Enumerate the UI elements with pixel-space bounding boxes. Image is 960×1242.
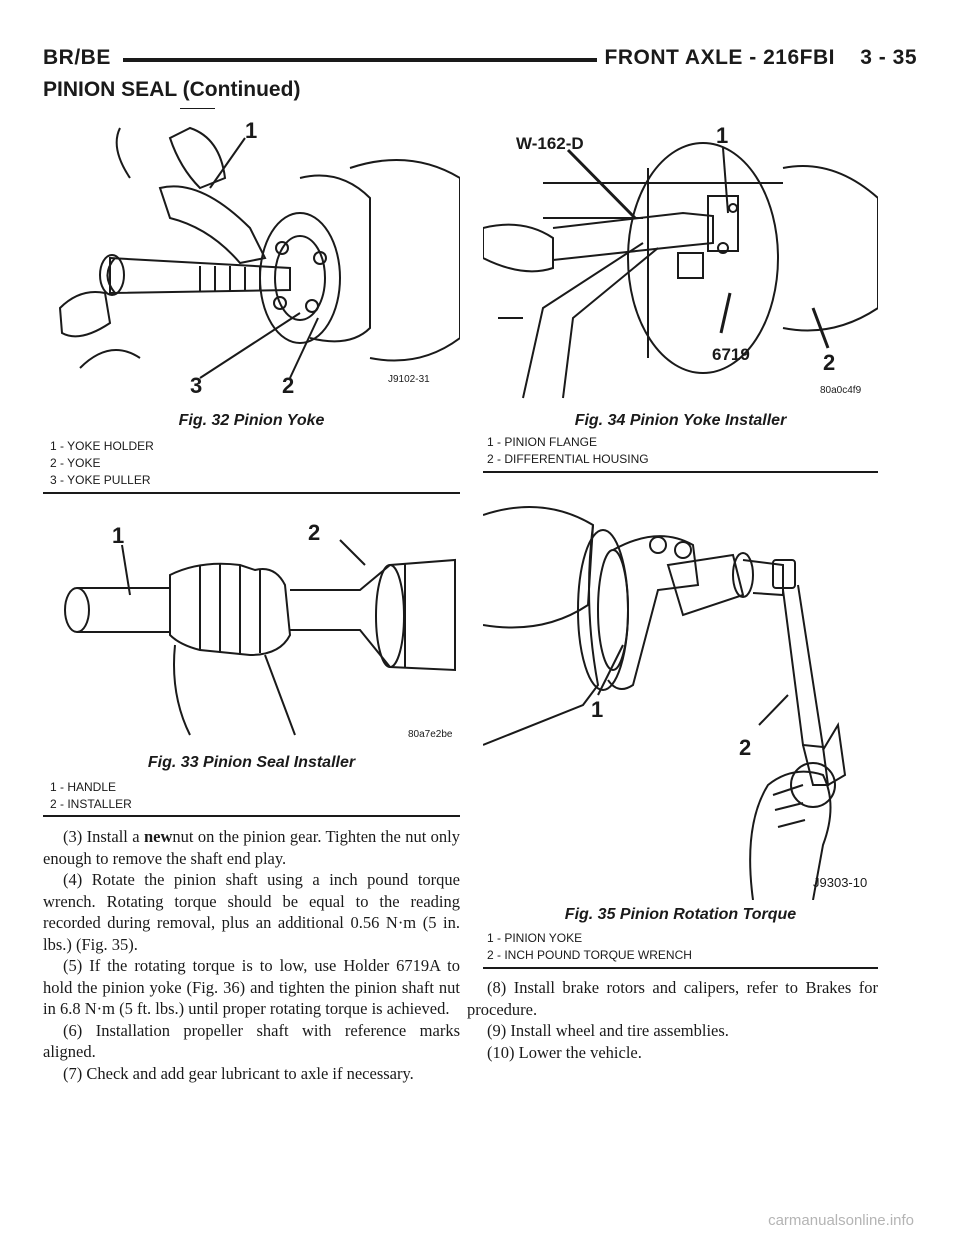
step-7: (7) Check and add gear lubricant to axle if necessary. [63, 1063, 414, 1083]
step-3: (3) Install a newnut on the pinion gear. Tighten the nut only enough to remove the shaft end play. [43, 827, 460, 868]
fig32-callout-1: 1 [245, 118, 258, 143]
fig32-rule [43, 492, 460, 494]
fig34-callout-1: 1 [716, 123, 729, 148]
fig34-tool-6719: 6719 [712, 345, 750, 364]
steps-left-column [43, 826, 460, 1084]
fig34-legend-item: 1 - PINION FLANGE [487, 435, 598, 449]
fig35-caption: Fig. 35 Pinion Rotation Torque [564, 906, 797, 923]
fig35-legend-item: 2 - INCH POUND TORQUE WRENCH [487, 948, 692, 962]
fig33-legend [50, 779, 132, 813]
fig35-rule [483, 967, 878, 969]
figure-32-illustration [50, 108, 460, 403]
step-9: (9) Install wheel and tire assemblies. [487, 1021, 729, 1040]
fig34-legend [487, 434, 649, 468]
step-10: (10) Lower the vehicle. [487, 1042, 642, 1062]
fig33-code: 80a7e2be [408, 729, 453, 740]
step-5: (5) If the rotating torque is to low, use Holder 6719A to hold the pinion yoke (Fig. 36) and tighten the pinion shaft nut in 6.8 N·m (5 ft. lbs.) until proper rotating torque is achieved. [43, 956, 460, 1018]
header-rule [123, 58, 597, 62]
watermark: carmanualsonline.info [768, 1212, 914, 1229]
fig32-legend-item: 3 - YOKE PULLER [50, 473, 151, 487]
fig32-callout-2: 2 [282, 373, 295, 398]
step-6: (6) Installation propeller shaft with reference marks aligned. [43, 1020, 460, 1061]
step-8: (8) Install brake rotors and calipers, refer to Brakes for procedure. [467, 978, 878, 1019]
fig32-legend-item: 1 - YOKE HOLDER [50, 439, 154, 453]
figure-35-illustration [483, 485, 878, 900]
section-title: PINION SEAL (Continued) [43, 78, 301, 101]
fig34-rule [483, 471, 878, 473]
fig33-legend-item: 1 - HANDLE [50, 780, 117, 794]
figure-33-illustration [50, 505, 460, 743]
fig35-legend [487, 930, 692, 964]
fig33-rule [43, 815, 460, 817]
figure-34-illustration [483, 108, 878, 403]
fig34-tool-w162d: W-162-D [516, 134, 584, 153]
fig32-code: J9102-31 [388, 374, 430, 385]
fig32-callout-3: 3 [190, 373, 203, 398]
page-header [43, 40, 917, 80]
fig34-caption: Fig. 34 Pinion Yoke Installer [574, 412, 787, 429]
header-section-page: FRONT AXLE - 216FBI 3 - 35 [604, 46, 917, 69]
steps-right-column [467, 977, 878, 1063]
fig35-code: J9303-10 [813, 875, 868, 890]
fig35-legend-item: 1 - PINION YOKE [487, 931, 583, 945]
step-4: (4) Rotate the pinion shaft using a inch pound torque wrench. Rotating torque should be equal to the reading recorded during removal, plus an additional 0.56 N·m (5 in. lbs.) (Fig. 35). [43, 870, 460, 954]
fig35-callout-1: 1 [591, 697, 604, 722]
fig34-callout-2: 2 [823, 350, 836, 375]
fig33-caption: Fig. 33 Pinion Seal Installer [147, 754, 356, 771]
header-model: BR/BE [43, 46, 111, 69]
fig33-callout-1: 1 [112, 523, 125, 548]
fig32-legend [50, 438, 154, 489]
fig33-legend-item: 2 - INSTALLER [50, 797, 132, 811]
fig35-callout-2: 2 [739, 735, 752, 760]
fig33-callout-2: 2 [308, 520, 321, 545]
fig32-legend-item: 2 - YOKE [50, 456, 101, 470]
fig34-legend-item: 2 - DIFFERENTIAL HOUSING [487, 452, 649, 466]
fig32-caption: Fig. 32 Pinion Yoke [178, 412, 325, 429]
fig34-code: 80a0c4f9 [820, 385, 862, 396]
